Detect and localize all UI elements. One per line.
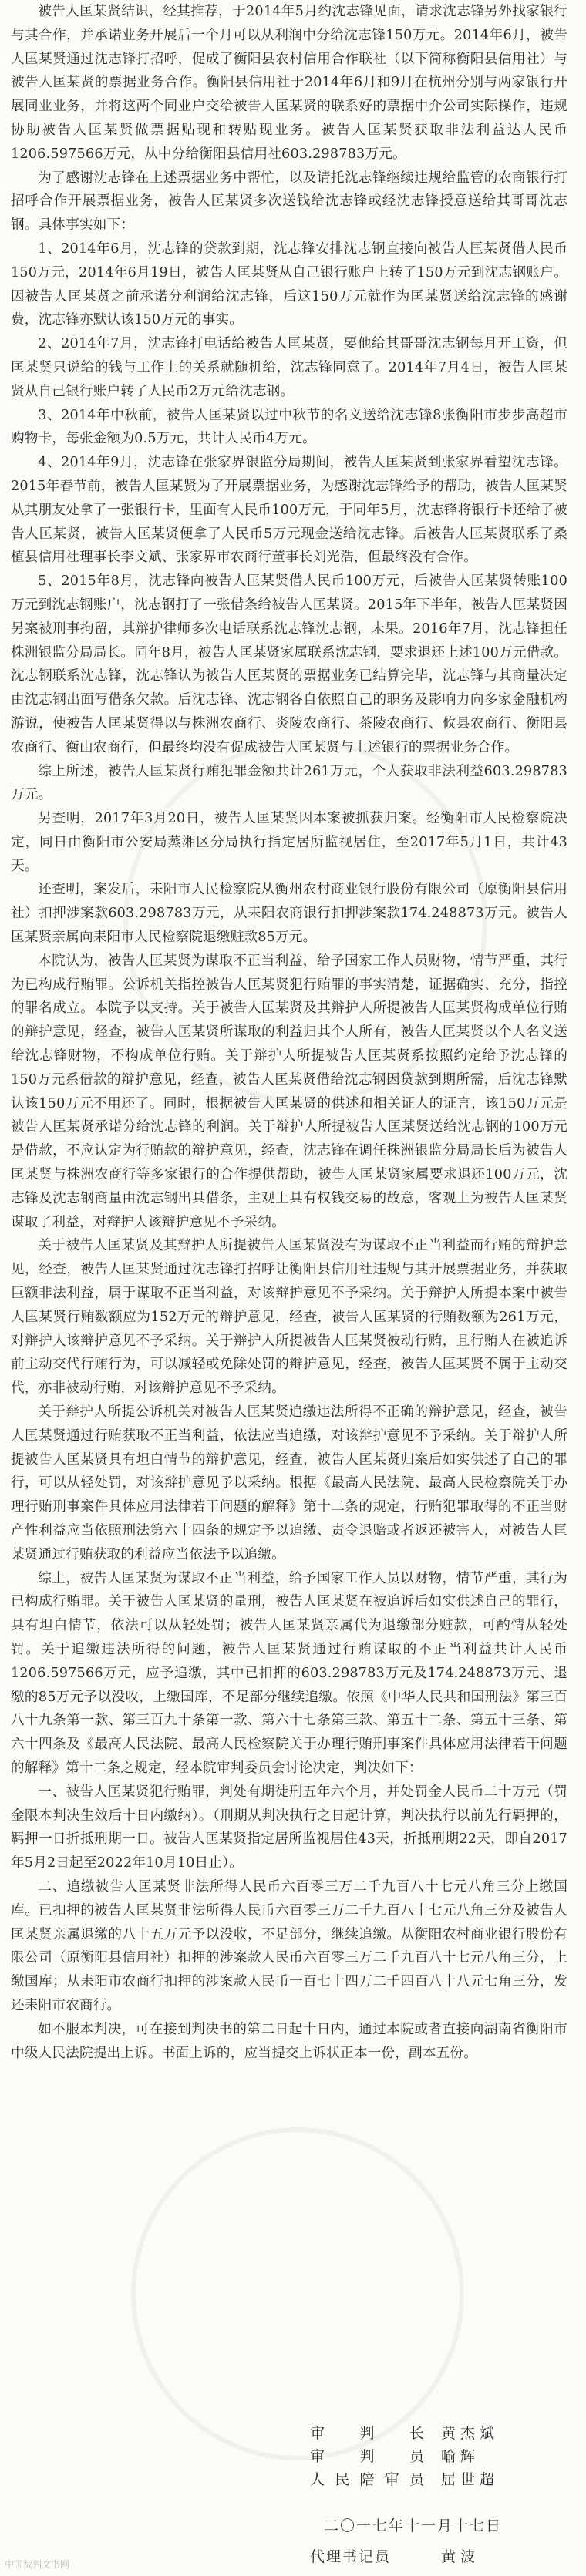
signature-row (310, 2468, 557, 2491)
signature-row (310, 2445, 557, 2468)
body-paragraph: 关于被告人匡某贤及其辩护人所提被告人匡某贤没有为谋取不正当利益而行贿的辩护意见，经查，被告人匡某贤通过沈志锋打招呼让衡阳县信用社违规与其开展票据业务，并获取巨额非法利益，属于谋取不正当利益，对该辩护意见不予采纳。关于辩护人所提本案中被告人匡某贤行贿数额应为152万元的辩护意见，经查，被告人匡某贤的行贿数额为261万元，对辩护人该辩护意见不予采纳。关于辩护人所提被告人匡某贤被动行贿，且行贿人在被追诉前主动交代行贿行为，可以减轻或免除处罚的辩护意见，经查，被告人匡某贤不属于主动交代，亦非被动行贿，对该辩护意见不予采纳。 (11, 1238, 567, 1397)
clerk-signature (310, 2545, 557, 2566)
body-paragraph: 4、2014年9月，沈志锋在张家界银监分局期间，被告人匡某贤到张家界看望沈志锋。2015年春节前，被告人匡某贤为了开展票据业务，为感谢沈志锋给予的帮助，被告人匡某贤从其朋友处拿了一张银行卡，里面有人民币100万元，于同年5月，沈志锋将银行卡还给了被告人匡某贤，被告人匡某贤便拿了人民币5万元现金送给沈志锋。后被告人匡某贤联系了桑植县信用社理事长李文斌、张家界市农商行董事长刘光浩，但最终没有合作。 (11, 455, 567, 566)
body-paragraph: 3、2014年中秋前，被告人匡某贤以过中秋节的名义送给沈志锋8张衡阳市步步高超市购物卡，每张金额为0.5万元，共计人民币4万元。 (11, 407, 567, 447)
signature-name: 喻辉 (441, 2448, 480, 2465)
body-paragraph: 5、2015年8月，沈志锋向被告人匡某贤借人民币100万元，后被告人匡某贤转账100万元到沈志钢账户，沈志钢打了一张借条给被告人匡某贤。2015年下半年，被告人匡某贤因另案被刑事拘留，其辩护律师多次电话联系沈志锋沈志钢，未果。2016年7月，沈志锋担任株洲银监分局局长。同年8月，被告人匡某贤家属联系沈志钢，要求退还上述100万元借款。沈志钢联系沈志锋，沈志锋认为被告人匡某贤的票据业务已结算完毕，沈志锋与其商量决定由沈志钢出面写借条欠款。后沈志锋、沈志钢各自依照自己的职务及影响力向多家金融机构游说，使被告人匡某贤得以与株洲农商行、炎陵农商行、茶陵农商行、攸县农商行、衡阳县农商行、衡山农商行，但最终均没有促成被告人匡某贤与上述银行的票据业务合作。 (11, 573, 567, 755)
body-paragraph: 二、追缴被告人匡某贤非法所得人民币六百零三万二千九百八十七元八角三分上缴国库。已扣押的被告人匡某贤非法所得人民币六百零三万二千九百八十七元八角三分及被告人匡某贤亲属退缴的八十五万元予以没收，不足部分，继续追缴。从衡阳农村商业银行股份有限公司（原衡阳县信用社）扣押的涉案款人民币六百零三万二千九百八十七元八角三分，上缴国库；从耒阳市农商行扣押的涉案款人民币一百七十四万二千四百八十八元七角三分，发还耒阳市农商行。 (11, 1878, 567, 2013)
document-body (11, 0, 567, 2065)
faint-seal-stamp (131, 2127, 464, 2460)
watermark-text: 中国裁判文书网 (5, 2559, 70, 2570)
body-paragraph: 综上，被告人匡某贤为谋取不正当利益，给予国家工作人员以财物，情节严重，其行为已构成行贿罪。关于被告人匡某贤的量刑，被告人匡某贤在被追诉后如实供述自己的罪行，具有坦白情节，依法可以从轻处罚；被告人匡某贤亲属代为退缴部分赃款，可酌情从轻处罚。关于追缴违法所得的问题，被告人匡某贤通过行贿谋取的不正当利益共计人民币1206.597566万元，应予追缴，其中已扣押的603.298783万元及174.248873万元、退缴的85万元予以没收，上缴国库，不足部分继续追缴。依照《中华人民共和国刑法》第三百八十九条第一款、第三百九十条第一款、第六十七条第三款、第五十二条、第五十三条、第六十四条及《最高人民法院、最高人民检察院关于办理行贿刑事案件具体应用法律若干问题的解释》第十二条之规定，经本院审判委员会讨论决定，判决如下： (11, 1570, 567, 1776)
signature-row (310, 2422, 557, 2445)
body-paragraph: 被告人匡某贤结识，经其推荐，于2014年5月约沈志锋见面，请求沈志锋另外找家银行与其合作，并承诺业务开展后一个月可以从利润中分给沈志锋150万元。2014年6月，被告人匡某贤通过沈志锋打招呼，促成了衡阳县农村信用合作联社（以下简称衡阳县信用社）与被告人匡某贤的票据业务合作。衡阳县信用社于2014年6月和9月在杭州分别与两家银行开展同业业务，并将这两个同业户交给被告人匡某贤的联系好的票据中介公司实际操作，违规协助被告人匡某贤做票据贴现和转贴现业务。被告人匡某贤获取非法利益达人民币1206.597566万元，从中分给衡阳县信用社603.298783万元。 (11, 4, 567, 162)
body-paragraph: 本院认为，被告人匡某贤为谋取不正当利益，给予国家工作人员财物，情节严重，其行为已构成行贿罪。公诉机关指控被告人匡某贤犯行贿罪的事实清楚，证据确实、充分，指控的罪名成立。本院予以支持。关于被告人匡某贤及其辩护人所提被告人匡某贤构成单位行贿的辩护意见，经查，被告人匡某贤所谋取的利益归其个人所有，被告人匡某贤以个人名义送给沈志锋财物，不构成单位行贿。关于辩护人所提被告人匡某贤系按照约定给予沈志锋的150万元系借款的辩护意见，经查，被告人匡某贤借给沈志钢因贷款到期所需，后沈志锋默认该150万元不用还了。同时，根据被告人匡某贤的供述和相关证人的证言，该150万元是被告人匡某贤承诺分给沈志锋的利润。关于辩护人所提被告人匡某贤送给沈志钢的100万元是借款，不应认定为行贿款的辩护意见，经查，沈志锋在调任株洲银监分局局长后为被告人匡某贤与株洲农商行等多家银行的合作提供帮助，被告人匡某贤家属要求退还100万元，沈志锋及沈志钢商量由沈志钢出具借条，主观上具有权钱交易的故意，客观上为被告人匡某贤谋取了利益，对辩护人该辩护意见不予采纳。 (11, 953, 567, 1230)
clerk-name: 黄波 (441, 2548, 480, 2565)
body-paragraph: 关于辩护人所提公诉机关对被告人匡某贤追缴违法所得不正确的辩护意见，经查，被告人匡某贤通过行贿获取不正当利益，依法应当追缴，对该辩护意见不予采纳。关于辩护人所提被告人匡某贤具有坦白情节的辩护意见，经查，被告人匡某贤归案后如实供述了自己的罪行，可以从轻处罚，对该辩护意见予以采纳。根据《最高人民法院、最高人民检察院关于办理行贿刑事案件具体应用法律若干问题的解释》第十二条的规定，行贿犯罪取得的不正当财产性利益应当依照刑法第六十四条的规定予以追缴、责令退赔或者返还被害人，对被告人匡某贤通过行贿获取的利益应当依法予以追缴。 (11, 1404, 567, 1562)
body-paragraph: 2、2014年7月，沈志锋打电话给被告人匡某贤，要他给其哥哥沈志钢每月开工资，但匡某贤只说给的钱与工作上的关系就随机给，沈志锋同意了。2014年7月4日，被告人匡某贤从自己银行账户转了人民币2万元给沈志钢。 (11, 336, 567, 399)
clerk-role: 代理书记员 (310, 2548, 392, 2565)
signature-role: 审判长 (310, 2425, 424, 2442)
body-paragraph: 如不服本判决，可在接到判决书的第二日起十日内，通过本院或者直接向湖南省衡阳市中级人民法院提出上诉。书面上诉的，应当提交上诉状正本一份，副本五份。 (11, 2021, 567, 2061)
signature-block (310, 2422, 557, 2491)
signature-role: 人民陪审员 (310, 2471, 424, 2488)
signature-name: 黄杰斌 (441, 2425, 500, 2442)
body-paragraph: 1、2014年6月，沈志锋的贷款到期，沈志锋安排沈志钢直接向被告人匡某贤借人民币150万元，2014年6月19日，被告人匡某贤从自己银行账户上转了150万元到沈志钢账户。因被告人匡某贤之前承诺分利润给沈志锋，后这150万元就作为匡某贤送给沈志锋的感谢费，沈志锋亦默认该150万元的事实。 (11, 240, 567, 328)
body-paragraph: 另查明，2017年3月20日，被告人匡某贤因本案被抓获归案。经衡阳市人民检察院决定，同日由衡阳市公安局蒸湘区分局执行指定居所监视居住，至2017年5月1日，共计43天。 (11, 811, 567, 874)
judgment-date: 二〇一七年十一月十七日 (324, 2517, 503, 2534)
body-paragraph: 还查明，案发后，耒阳市人民检察院从衡州农村商业银行股份有限公司（原衡阳县信用社）扣押涉案款603.298783万元，从耒阳农商银行扣押涉案款174.248873万元。被告人匡某贤亲属向耒阳市人民检察院退缴赃款85万元。 (11, 882, 567, 946)
signature-role: 审判员 (310, 2448, 424, 2465)
body-paragraph: 为了感谢沈志锋在上述票据业务中帮忙，以及请托沈志锋继续违规给监管的农商银行打招呼合作开展票据业务，被告人匡某贤多次送钱给沈志锋或经沈志锋授意送给其哥哥沈志钢。具体事实如下： (11, 170, 567, 234)
signature-name: 屈世超 (441, 2471, 500, 2488)
body-paragraph: 综上所述，被告人匡某贤行贿犯罪金额共计261万元，个人获取非法利益603.298783万元。 (11, 763, 567, 803)
body-paragraph: 一、被告人匡某贤犯行贿罪，判处有期徒刑五年六个月，并处罚金人民币二十万元（罚金限本判决生效后十日内缴纳）。（刑期从判决执行之日起计算，判决执行以前先行羁押的，羁押一日折抵刑期一日。被告人匡某贤指定居所监视居住43天，折抵刑期22天，即自2017年5月2日起至2022年10月10日止）。 (11, 1784, 567, 1871)
